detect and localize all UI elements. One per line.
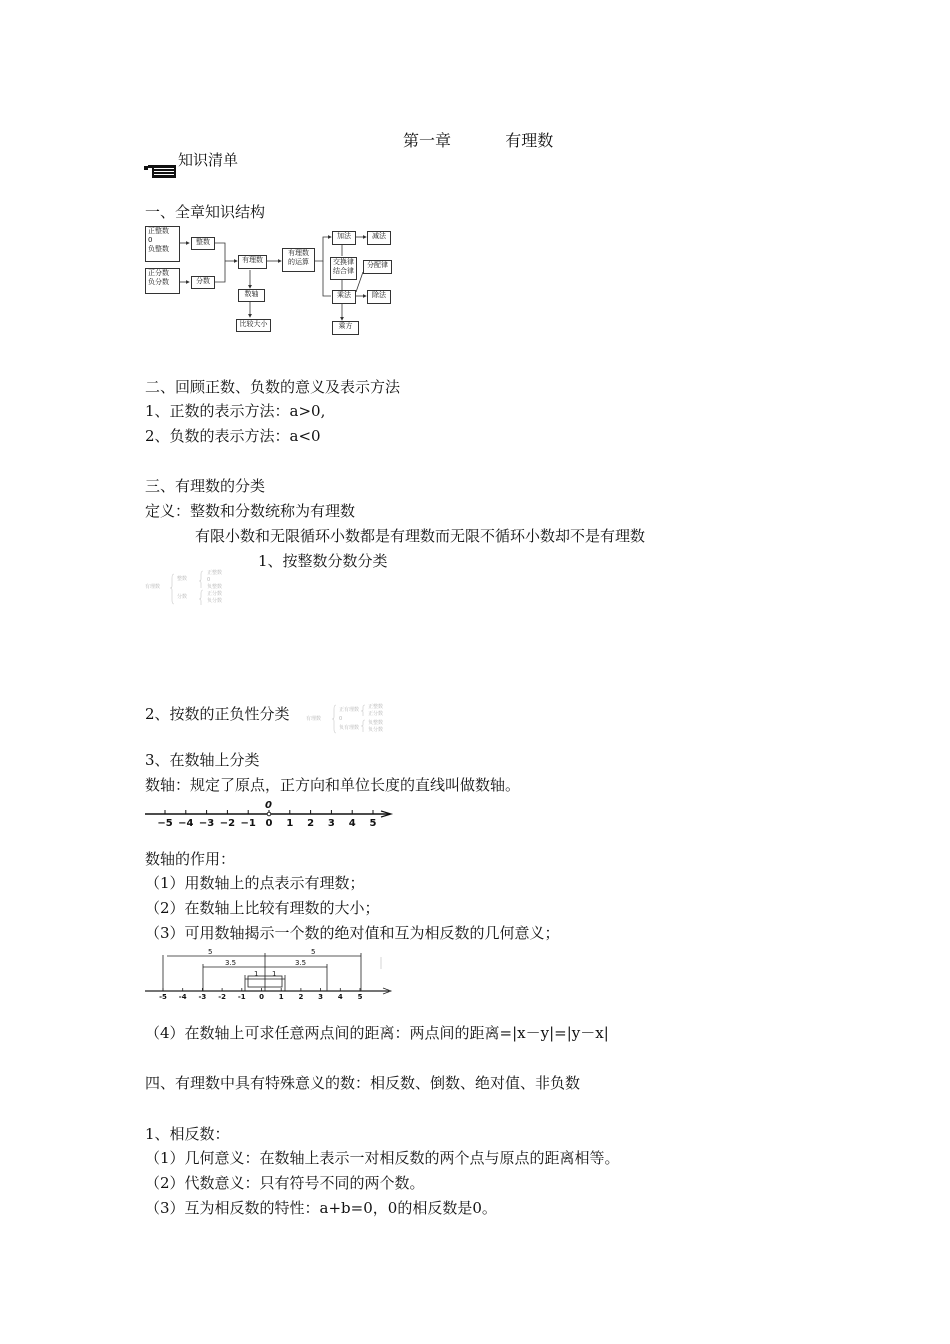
box-laws	[330, 257, 357, 280]
faint2-l2-1: 正分数	[368, 711, 384, 717]
axis-tick-label: −2	[219, 818, 236, 829]
faint-classification-diagram-2	[306, 704, 398, 734]
classification-1: 1、按整数分数分类	[258, 552, 388, 570]
distance-axis-tick-label: -4	[178, 993, 187, 1001]
classification-2: 2、按数的正负性分类	[145, 705, 290, 723]
axis-use-1: （1）用数轴上的点表示有理数；	[145, 874, 365, 892]
axis-definition: 数轴：规定了原点，正方向和单位长度的直线叫做数轴。	[145, 776, 521, 794]
distance-axis-tick-label: 0	[259, 993, 264, 1001]
classification-3: 3、在数轴上分类	[145, 751, 260, 769]
origin-label: 0	[265, 800, 272, 811]
section-3-heading: 三、有理数的分类	[145, 477, 266, 495]
dim-35-right: 3.5	[295, 959, 307, 967]
box-compare: 比较大小	[236, 319, 271, 332]
rational-definition: 定义：整数和分数统称为有理数	[145, 502, 356, 520]
axis-use-4: （4）在数轴上可求任意两点间的距离：两点间的距离=|x－y|=|y－x|	[145, 1024, 609, 1042]
opposite-property: （3）互为相反数的特性：a+b=0，0的相反数是0。	[145, 1199, 497, 1217]
faint2-l2-0: 正整数	[368, 704, 384, 710]
label-pos-int: 正整数	[148, 227, 169, 235]
distance-axis-tick-label: -5	[159, 993, 167, 1001]
label-neg-int: 负整数	[148, 245, 169, 253]
faint2-l2-2: 负整数	[368, 720, 384, 726]
box-divide: 除法	[367, 290, 391, 304]
distance-axis-tick-label: 3	[318, 993, 324, 1001]
axis-tick-label: 2	[307, 818, 315, 829]
faint2-root: 有理数	[306, 716, 322, 722]
knowledge-structure-flowchart	[145, 224, 400, 336]
box-fraction: 分数	[191, 276, 215, 289]
dim-35-left: 3.5	[225, 959, 237, 967]
label-zero: 0	[148, 236, 153, 244]
label-law-1: 交换律	[333, 258, 354, 266]
faint1-l2-0: 正整数	[207, 570, 223, 576]
axis-tick-label: 0	[265, 818, 273, 829]
dim-1-left: 1	[254, 970, 259, 978]
axis-tick-label: 4	[348, 818, 356, 829]
label-pos-frac: 正分数	[148, 269, 169, 277]
faint2-l1-1: 0	[339, 716, 343, 722]
box-operations	[282, 248, 315, 272]
opposite-heading: 1、相反数：	[145, 1125, 230, 1143]
faint1-l2-2: 负整数	[207, 584, 223, 590]
faint1-l1-1: 分数	[177, 594, 188, 600]
faint2-l1-0: 正有理数	[339, 707, 360, 713]
box-multiply: 乘法	[332, 290, 356, 304]
dim-1-right: 1	[272, 970, 277, 978]
faint-classification-diagram-1	[145, 570, 245, 606]
faint1-l1-0: 整数	[177, 576, 188, 582]
faint1-l2-1: 0	[207, 577, 211, 583]
faint1-braces	[145, 570, 245, 606]
box-rational: 有理数	[238, 255, 267, 269]
chapter-number: 第一章	[403, 131, 452, 150]
rational-note: 有限小数和无限循环小数都是有理数而无限不循环小数却不是有理数	[195, 527, 646, 545]
box-integer-types	[145, 226, 180, 262]
dim-5-left: 5	[208, 948, 213, 956]
axis-tick-label: 3	[327, 818, 335, 829]
axis-tick-label: 5	[369, 818, 377, 829]
section-2-heading: 二、回顾正数、负数的意义及表示方法	[145, 378, 401, 396]
section-4-heading: 四、有理数中具有特殊意义的数：相反数、倒数、绝对值、非负数	[145, 1074, 581, 1092]
positive-representation: 1、正数的表示方法：a>0,	[145, 402, 326, 420]
number-axis-figure	[145, 800, 395, 836]
dim-5-right: 5	[311, 948, 316, 956]
box-fraction-types	[145, 268, 180, 294]
box-power: 乘方	[332, 321, 359, 335]
distance-axis-tick-label: -1	[237, 993, 246, 1001]
box-add: 加法	[332, 231, 356, 245]
box-integer: 整数	[191, 237, 215, 250]
label-neg-frac: 负分数	[148, 278, 169, 286]
faint1-l2-4: 负分数	[207, 598, 223, 604]
knowledge-list-icon	[144, 160, 176, 178]
distance-axis-figure	[145, 945, 395, 1005]
section-1-heading: 一、全章知识结构	[145, 203, 266, 221]
distance-axis-tick-label: -2	[218, 993, 226, 1001]
faint2-l2-3: 负分数	[368, 727, 384, 733]
box-number-axis: 数轴	[238, 289, 265, 302]
flowchart-connectors	[145, 224, 400, 336]
axis-use-3: （3）可用数轴揭示一个数的绝对值和互为相反数的几何意义；	[145, 924, 560, 942]
axis-use-heading: 数轴的作用：	[145, 850, 236, 868]
faint2-braces	[306, 704, 398, 734]
axis-tick-label: −4	[178, 818, 194, 829]
opposite-algebraic: （2）代数意义：只有符号不同的两个数。	[145, 1174, 425, 1192]
axis-tick-label: 1	[286, 818, 294, 829]
distance-axis-tick-label: 5	[357, 993, 363, 1001]
distance-axis-tick-label: 2	[298, 993, 304, 1001]
box-subtract: 减法	[367, 231, 391, 245]
distance-axis-tick-label: 4	[337, 993, 343, 1001]
faint2-l1-2: 负有理数	[339, 725, 360, 731]
faint1-root: 有理数	[145, 584, 161, 590]
axis-tick-label: −3	[198, 818, 215, 829]
axis-tick-label: −1	[240, 818, 256, 829]
label-operation-2: 的运算	[288, 258, 309, 266]
faint1-l2-3: 正分数	[207, 591, 223, 597]
negative-representation: 2、负数的表示方法：a<0	[145, 427, 321, 445]
knowledge-list-label: 知识清单	[178, 151, 239, 169]
box-distributive: 分配律	[363, 260, 392, 274]
label-operation-1: 有理数	[288, 249, 309, 257]
chapter-name: 有理数	[505, 131, 554, 150]
page-title	[403, 128, 553, 151]
distance-axis-tick-label: -3	[198, 993, 207, 1001]
axis-tick-label: −5	[157, 818, 173, 829]
axis-use-2: （2）在数轴上比较有理数的大小；	[145, 899, 380, 917]
label-law-2: 结合律	[333, 267, 354, 275]
opposite-geometric: （1）几何意义：在数轴上表示一对相反数的两个点与原点的距离相等。	[145, 1149, 620, 1167]
distance-axis-tick-label: 1	[278, 993, 284, 1001]
